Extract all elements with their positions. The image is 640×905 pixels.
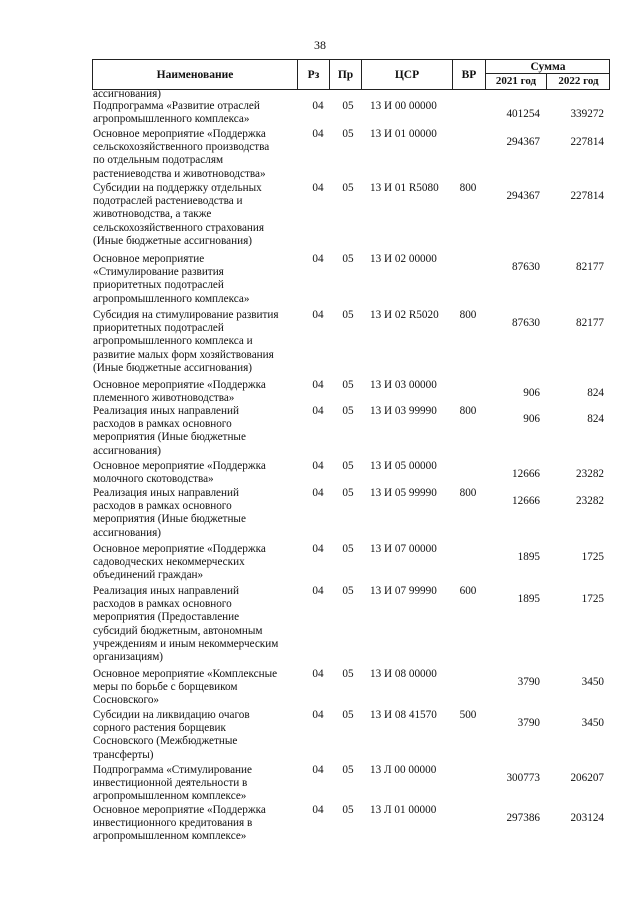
row-sum-2021: 3790 xyxy=(517,717,540,729)
row-sum-2022: 339272 xyxy=(570,108,604,120)
row-rz: 04 xyxy=(312,585,324,597)
row-rz: 04 xyxy=(312,668,324,680)
row-pr: 05 xyxy=(342,543,354,555)
row-sum-2021: 906 xyxy=(523,413,540,425)
row-sum-2021: 87630 xyxy=(512,261,540,273)
row-vr: 600 xyxy=(459,585,477,597)
row-sum-2021: 906 xyxy=(523,387,540,399)
row-sum-2021: 1895 xyxy=(517,593,540,605)
row-sum-2021: 1895 xyxy=(517,551,540,563)
row-sum-2022: 23282 xyxy=(576,495,604,507)
row-vr: 800 xyxy=(459,182,477,194)
row-csr: 13 И 00 00000 xyxy=(370,100,437,112)
row-csr: 13 И 07 99990 xyxy=(370,585,437,597)
row-name: Основное мероприятие «Поддержка племенного животноводства» xyxy=(93,379,266,405)
row-sum-2022: 1725 xyxy=(581,551,604,563)
row-csr: 13 И 03 99990 xyxy=(370,405,437,417)
row-csr: 13 И 08 00000 xyxy=(370,668,437,680)
row-name: Реализация иных направлений расходов в рамках основного мероприятия (Иные бюджетные ассигнования) xyxy=(93,405,246,457)
row-vr: 800 xyxy=(459,405,477,417)
row-sum-2022: 3450 xyxy=(581,717,604,729)
row-pr: 05 xyxy=(342,585,354,597)
row-sum-2021: 294367 xyxy=(506,190,540,202)
row-pr: 05 xyxy=(342,709,354,721)
header-sum: Сумма xyxy=(486,60,610,74)
row-sum-2021: 401254 xyxy=(506,108,540,120)
row-pr: 05 xyxy=(342,668,354,680)
row-rz: 04 xyxy=(312,543,324,555)
header-vr: ВР xyxy=(452,60,485,89)
row-name: Основное мероприятие «Комплексные меры по борьбе с борщевиком Сосновского» xyxy=(93,668,278,707)
row-csr: 13 И 05 00000 xyxy=(370,460,437,472)
row-sum-2022: 203124 xyxy=(570,812,604,824)
row-pr: 05 xyxy=(342,764,354,776)
row-sum-2021: 300773 xyxy=(506,772,540,784)
header-year-2021: 2021 год xyxy=(495,75,537,87)
page-number: 38 xyxy=(314,38,326,52)
row-rz: 04 xyxy=(312,804,324,816)
row-sum-2021: 297386 xyxy=(506,812,540,824)
row-rz: 04 xyxy=(312,405,324,417)
header-year-2022: 2022 год xyxy=(546,74,610,89)
row-rz: 04 xyxy=(312,460,324,472)
row-rz: 04 xyxy=(312,182,324,194)
row-csr: 13 И 02 R5020 xyxy=(370,309,439,321)
row-sum-2022: 23282 xyxy=(576,468,604,480)
row-sum-2022: 206207 xyxy=(570,772,604,784)
header-pr: Пр xyxy=(329,60,361,89)
header-rz: Рз xyxy=(297,60,329,89)
row-pr: 05 xyxy=(342,405,354,417)
row-name: Основное мероприятие «Поддержка садоводческих некоммерческих объединений граждан» xyxy=(93,543,266,582)
row-name: Основное мероприятие «Поддержка инвестиционного кредитования в агропромышленном комплексе» xyxy=(93,804,266,843)
row-csr: 13 И 08 41570 xyxy=(370,709,437,721)
row-name: Основное мероприятие «Стимулирование развития приоритетных подотраслей агропромышленного комплекса» xyxy=(93,253,250,305)
row-pr: 05 xyxy=(342,379,354,391)
row-csr: 13 И 01 00000 xyxy=(370,128,437,140)
row-sum-2022: 1725 xyxy=(581,593,604,605)
row-rz: 04 xyxy=(312,253,324,265)
row-name: Подпрограмма «Развитие отраслей агропромышленного комплекса» xyxy=(93,100,260,126)
row-sum-2022: 82177 xyxy=(576,317,604,329)
row-pr: 05 xyxy=(342,182,354,194)
row-pr: 05 xyxy=(342,309,354,321)
row-name: Реализация иных направлений расходов в рамках основного мероприятия (Иные бюджетные ассигнования) xyxy=(93,487,246,539)
row-csr: 13 И 01 R5080 xyxy=(370,182,439,194)
row-pr: 05 xyxy=(342,253,354,265)
row-rz: 04 xyxy=(312,379,324,391)
row-name: Субсидии на ликвидацию очагов сорного растения борщевик Сосновского (Межбюджетные трансферты) xyxy=(93,709,250,761)
row-vr: 800 xyxy=(459,487,477,499)
row-pr: 05 xyxy=(342,128,354,140)
header-name: Наименование xyxy=(92,60,297,89)
row-name: ассигнования) xyxy=(93,88,161,100)
row-pr: 05 xyxy=(342,100,354,112)
row-csr: 13 И 05 99990 xyxy=(370,487,437,499)
row-csr: 13 И 03 00000 xyxy=(370,379,437,391)
row-name: Основное мероприятие «Поддержка молочного скотоводства» xyxy=(93,460,266,486)
row-csr: 13 И 02 00000 xyxy=(370,253,437,265)
row-name: Субсидия на стимулирование развития приоритетных подотраслей агропромышленного комплекса и развитие малых форм хозяйствования (Иные бюджетные ассигнования) xyxy=(93,309,279,374)
row-sum-2021: 12666 xyxy=(512,495,540,507)
row-rz: 04 xyxy=(312,309,324,321)
row-rz: 04 xyxy=(312,128,324,140)
row-rz: 04 xyxy=(312,100,324,112)
row-sum-2022: 3450 xyxy=(581,676,604,688)
row-sum-2021: 87630 xyxy=(512,317,540,329)
row-vr: 800 xyxy=(459,309,477,321)
row-csr: 13 И 07 00000 xyxy=(370,543,437,555)
row-vr: 500 xyxy=(459,709,477,721)
header-csr: ЦСР xyxy=(361,60,452,89)
row-sum-2022: 227814 xyxy=(570,136,604,148)
row-sum-2022: 227814 xyxy=(570,190,604,202)
row-sum-2022: 82177 xyxy=(576,261,604,273)
row-name: Подпрограмма «Стимулирование инвестиционной деятельности в агропромышленном комплексе» xyxy=(93,764,252,803)
row-rz: 04 xyxy=(312,709,324,721)
row-pr: 05 xyxy=(342,487,354,499)
row-sum-2021: 12666 xyxy=(512,468,540,480)
row-pr: 05 xyxy=(342,804,354,816)
row-sum-2021: 294367 xyxy=(506,136,540,148)
row-csr: 13 Л 01 00000 xyxy=(370,804,437,816)
row-pr: 05 xyxy=(342,460,354,472)
row-csr: 13 Л 00 00000 xyxy=(370,764,437,776)
row-rz: 04 xyxy=(312,487,324,499)
row-name: Реализация иных направлений расходов в рамках основного мероприятия (Предоставление субсидий бюджетным, автономным учреждениям и иным некоммерческим организациям) xyxy=(93,585,279,664)
row-sum-2021: 3790 xyxy=(517,676,540,688)
row-rz: 04 xyxy=(312,764,324,776)
row-name: Субсидии на поддержку отдельных подотраслей растениеводства и животноводства, а также сельскохозяйственного страхования (Иные бюджетные ассигнования) xyxy=(93,182,265,247)
row-sum-2022: 824 xyxy=(587,387,604,399)
row-sum-2022: 824 xyxy=(587,413,604,425)
row-name: Основное мероприятие «Поддержка сельскохозяйственного производства по отдельным подотраслям растениеводства и животноводства» xyxy=(93,128,270,180)
